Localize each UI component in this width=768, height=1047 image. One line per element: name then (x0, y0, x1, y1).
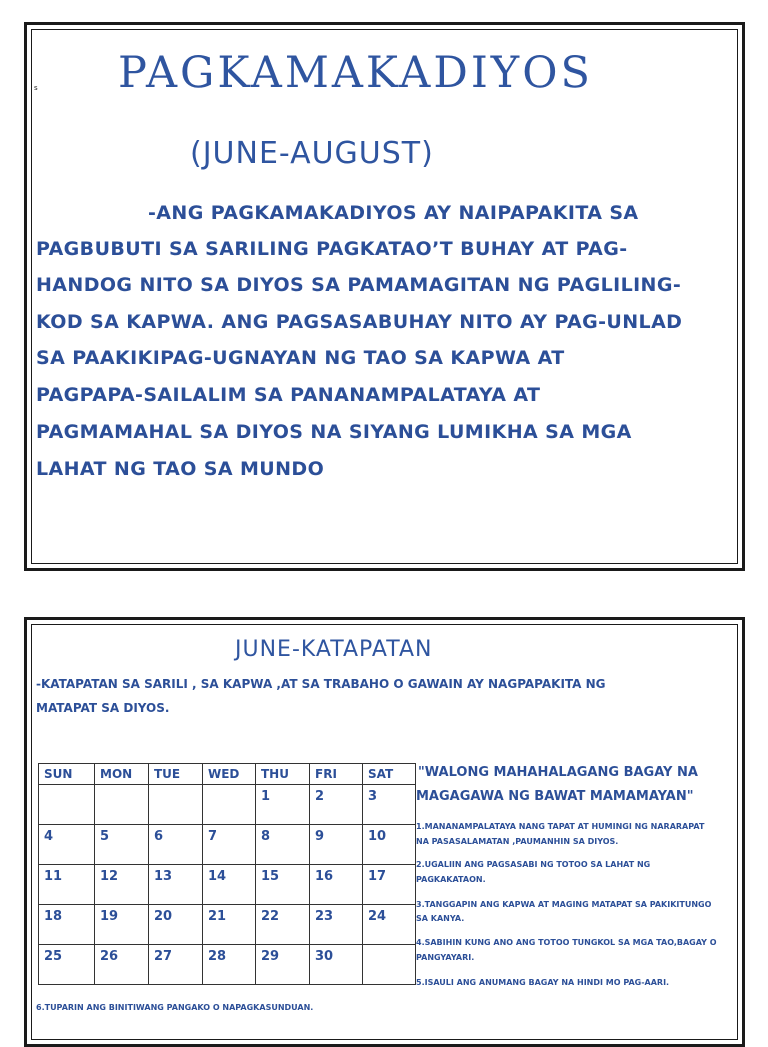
quote-line: MAGAGAWA NG BAWAT MAMAMAYAN" (416, 789, 694, 804)
intro-line: SA PAAKIKIPAG-UGNAYAN NG TAO SA KAPWA AT (36, 347, 565, 369)
intro-line: LAHAT NG TAO SA MUNDO (36, 458, 325, 480)
date-cell: 18 (39, 905, 95, 945)
date-cell: 26 (95, 945, 149, 985)
date-cell (363, 945, 416, 985)
list-item-line: 3.TANGGAPIN ANG KAPWA AT MAGING MATAPAT SA PAKIKITUNGO (416, 900, 712, 909)
date-cell: 23 (310, 905, 363, 945)
date-cell: 14 (203, 865, 256, 905)
date-cell: 8 (256, 825, 310, 865)
date-cell (39, 785, 95, 825)
intro-line: PAGMAMAHAL SA DIYOS NA SIYANG LUMIKHA SA MGA (36, 421, 632, 443)
date-cell: 29 (256, 945, 310, 985)
date-cell: 15 (256, 865, 310, 905)
date-cell: 30 (310, 945, 363, 985)
date-cell: 7 (203, 825, 256, 865)
date-cell: 28 (203, 945, 256, 985)
page-title: PAGKAMAKADIYOS (118, 48, 593, 98)
stray-mark: s (34, 84, 38, 92)
date-cell: 10 (363, 825, 416, 865)
calendar-week-row (39, 905, 416, 945)
quote-line: "WALONG MAHAHALAGANG BAGAY NA (418, 765, 698, 780)
date-cell: 5 (95, 825, 149, 865)
list-item-line: NA PASASALAMATAN ,PAUMANHIN SA DIYOS. (416, 837, 619, 846)
calendar-week-row (39, 945, 416, 985)
calendar-table (38, 763, 416, 985)
date-cell: 6 (149, 825, 203, 865)
date-cell: 9 (310, 825, 363, 865)
intro-line: PAGBUBUTI SA SARILING PAGKATAO’T BUHAY AT PAG- (36, 238, 628, 260)
date-cell: 1 (256, 785, 310, 825)
date-cell: 20 (149, 905, 203, 945)
calendar-week-row (39, 825, 416, 865)
date-cell (95, 785, 149, 825)
date-cell: 21 (203, 905, 256, 945)
day-header: TUE (149, 764, 203, 785)
date-cell: 17 (363, 865, 416, 905)
date-cell: 13 (149, 865, 203, 905)
day-header: THU (256, 764, 310, 785)
list-item-line: 5.ISAULI ANG ANUMANG BAGAY NA HINDI MO PAG-AARI. (416, 978, 670, 987)
footer-item: 6.TUPARIN ANG BINITIWANG PANGAKO O NAPAGKASUNDUAN. (36, 1003, 314, 1012)
date-cell: 12 (95, 865, 149, 905)
date-cell: 19 (95, 905, 149, 945)
intro-line: KOD SA KAPWA. ANG PAGSASABUHAY NITO AY PAG-UNLAD (36, 311, 683, 333)
intro-line: PAGPAPA-SAILALIM SA PANANAMPALATAYA AT (36, 384, 541, 406)
list-item-line: 4.SABIHIN KUNG ANO ANG TOTOO TUNGKOL SA MGA TAO,BAGAY O (416, 938, 717, 947)
day-header: MON (95, 764, 149, 785)
day-header: SUN (39, 764, 95, 785)
list-item-line: PANGYAYARI. (416, 953, 475, 962)
calendar-header-row (39, 764, 416, 785)
day-header: FRI (310, 764, 363, 785)
date-cell: 4 (39, 825, 95, 865)
date-cell: 11 (39, 865, 95, 905)
date-cell: 3 (363, 785, 416, 825)
date-cell: 27 (149, 945, 203, 985)
date-cell (149, 785, 203, 825)
date-cell (203, 785, 256, 825)
day-header: SAT (363, 764, 416, 785)
date-cell: 25 (39, 945, 95, 985)
date-range-subtitle: (JUNE-AUGUST) (190, 136, 434, 171)
day-header: WED (203, 764, 256, 785)
description-line: MATAPAT SA DIYOS. (36, 701, 170, 715)
intro-line: HANDOG NITO SA DIYOS SA PAMAMAGITAN NG PAGLILING- (36, 274, 682, 296)
description-line: -KATAPATAN SA SARILI , SA KAPWA ,AT SA TRABAHO O GAWAIN AY NAGPAPAKITA NG (36, 677, 606, 691)
list-item-line: PAGKAKATAON. (416, 875, 486, 884)
page1-border (24, 22, 745, 571)
date-cell: 16 (310, 865, 363, 905)
list-item-line: SA KANYA. (416, 914, 465, 923)
list-item-line: 1.MANANAMPALATAYA NANG TAPAT AT HUMINGI NG NARARAPAT (416, 822, 705, 831)
intro-line: -ANG PAGKAMAKADIYOS AY NAIPAPAKITA SA (148, 202, 639, 224)
calendar-week-row (39, 785, 416, 825)
date-cell: 24 (363, 905, 416, 945)
date-cell: 22 (256, 905, 310, 945)
list-item-line: 2.UGALIIN ANG PAGSASABI NG TOTOO SA LAHAT NG (416, 860, 651, 869)
calendar-week-row (39, 865, 416, 905)
date-cell: 2 (310, 785, 363, 825)
month-title: JUNE-KATAPATAN (235, 637, 433, 662)
